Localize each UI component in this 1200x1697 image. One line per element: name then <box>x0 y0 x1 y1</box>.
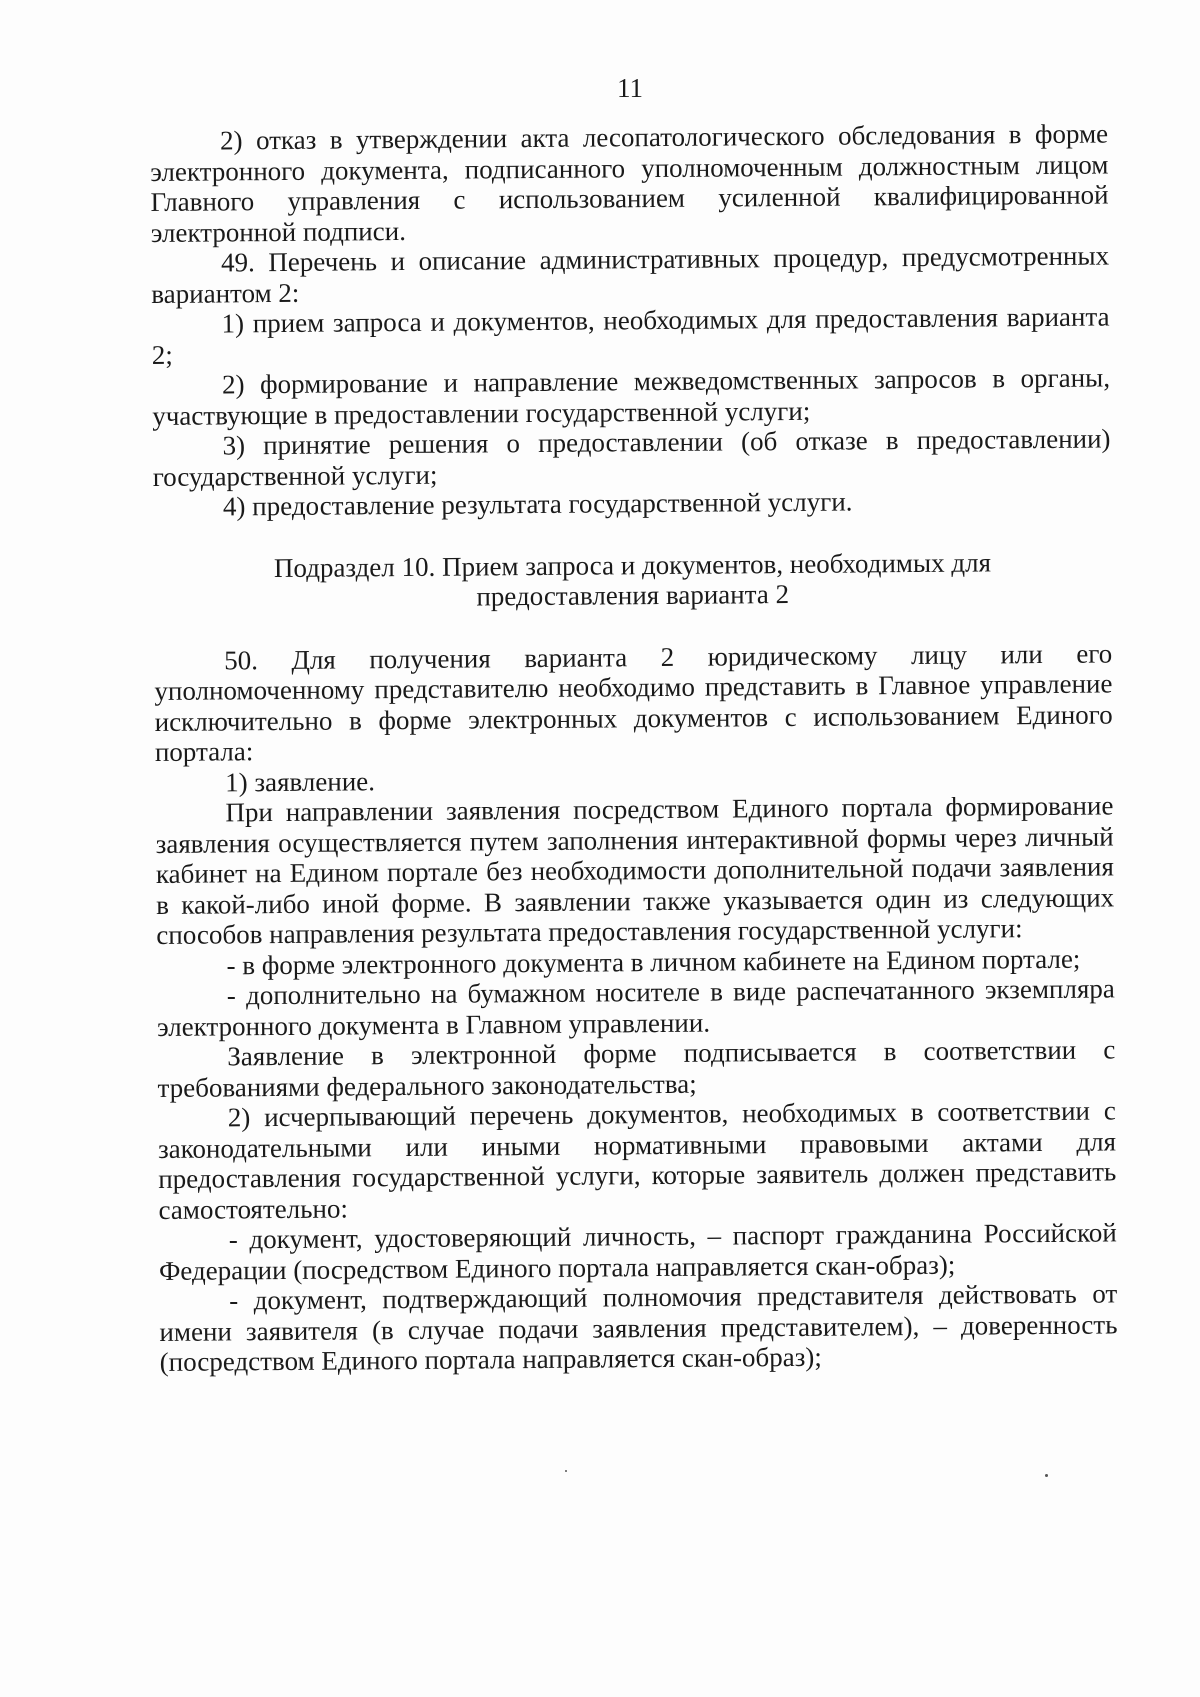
list-item-paper-copy: - дополнительно на бумажном носителе в виде распечатанного экземпляра электронного документа в Главном управлении. <box>156 973 1115 1042</box>
paragraph-item-1-request: 1) прием запроса и документов, необходимых для предоставления варианта 2; <box>151 301 1110 370</box>
paragraph-item-3-decision: 3) принятие решения о предоставлении (об отказе в предоставлении) государственной услуги; <box>152 423 1111 492</box>
paragraph-application: 1) заявление. <box>225 765 376 797</box>
list-item-electronic-form: - в форме электронного документа в личном кабинете на Едином портале; <box>226 943 1081 980</box>
paragraph-50-requirements: 50. Для получения варианта 2 юридическому лицу или его уполномоченному представителю необходимо представить в Главное управление исключительно в форме электронных документов с использованием Единого портала: <box>154 637 1113 767</box>
paragraph-document-list: 2) исчерпывающий перечень документов, необходимых в соответствии с законодательными или иными нормативными правовыми актами для предоставления государственной услуги, которые заявитель должен представить самостоятельно: <box>157 1095 1117 1225</box>
section-heading-line-2: предоставления варианта 2 <box>476 578 790 612</box>
scan-speck <box>1045 1474 1048 1477</box>
document-body <box>150 118 1118 1377</box>
paragraph-item-4-result: 4) предоставление результата государственной услуги. <box>222 486 853 522</box>
paragraph-49-procedures: 49. Перечень и описание административных процедур, предусмотренных вариантом 2: <box>151 240 1110 309</box>
paragraph-refusal-approval: 2) отказ в утверждении акта лесопатологического обследования в форме электронного документа, подписанного уполномоченным должностным лицом Главного управления с использованием усиленной квалифицированной электронной подписи. <box>150 118 1109 248</box>
page-number: 11 <box>617 73 643 103</box>
paragraph-item-2-interagency: 2) формирование и направление межведомственных запросов в органы, участвующие в предоставлении государственной услуги; <box>152 362 1111 431</box>
section-heading-line-1: Подраздел 10. Прием запроса и документов, необходимых для <box>273 546 992 583</box>
scan-speck <box>565 1470 567 1472</box>
paragraph-portal-submission: При направлении заявления посредством Единого портала формирование заявления осуществляется путем заполнения интерактивной формы через личный кабинет на Едином портале без необходимости дополнительной подачи заявления в какой-либо иной форме. В заявлении также указывается один из следующих способов направления результата предоставления государственной услуги: <box>155 790 1115 950</box>
list-item-passport: - документ, удостоверяющий личность, – паспорт гражданина Российской Федерации (посредством Единого портала направляется скан-образ); <box>158 1217 1117 1286</box>
paragraph-signature: Заявление в электронной форме подписывается в соответствии с требованиями федерального законодательства; <box>157 1034 1116 1103</box>
list-item-power-of-attorney: - документ, подтверждающий полномочия представителя действовать от имени заявителя (в случае подачи заявления представителем), – доверенность (посредством Единого портала направляется скан-образ); <box>159 1278 1118 1377</box>
